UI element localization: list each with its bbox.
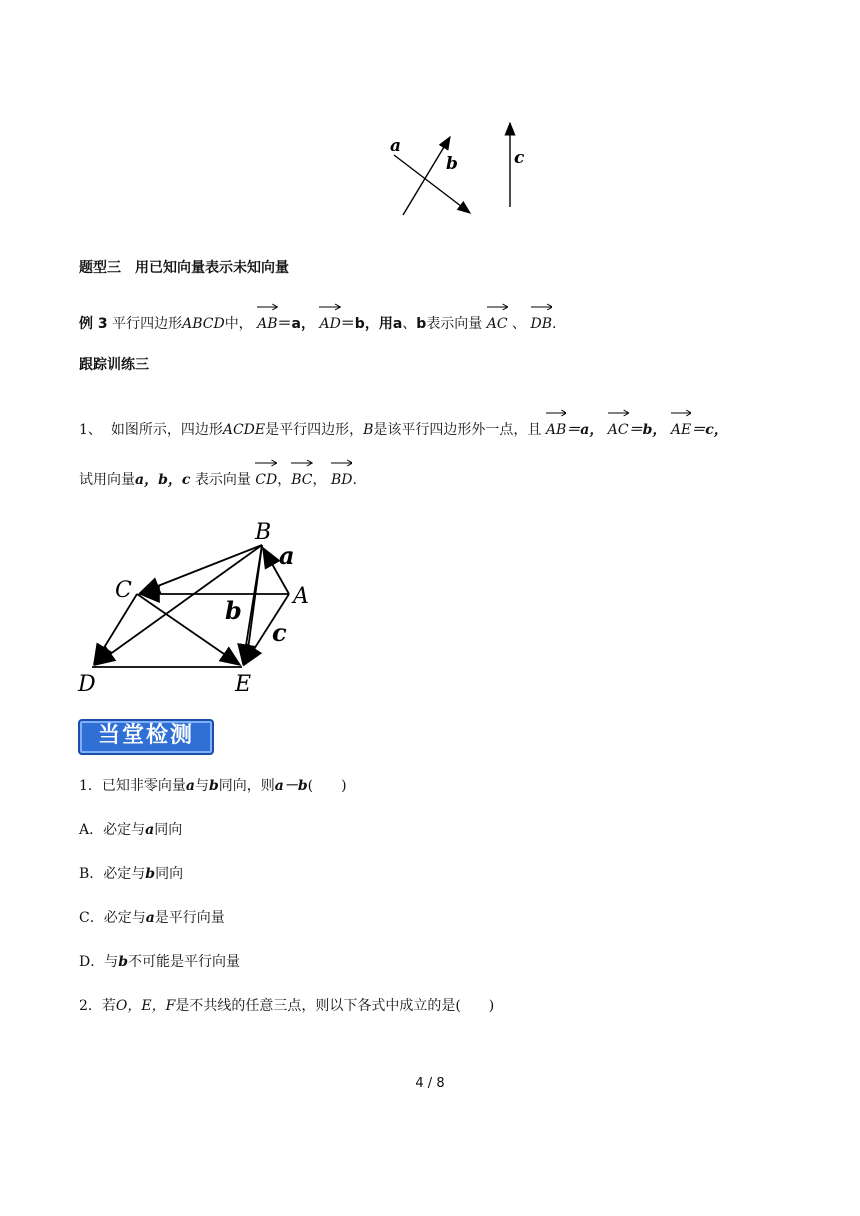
- track-q1-line1: [79, 420, 728, 440]
- question-comma: ，: [277, 472, 292, 488]
- q2-points: O，E，F: [115, 998, 176, 1014]
- vector-a-label: a: [390, 136, 402, 156]
- question-text: 如图所示，四边形: [110, 422, 223, 438]
- vector-a-line: [394, 155, 470, 213]
- option-d[interactable]: [79, 952, 240, 972]
- vector-bc: [291, 470, 312, 490]
- tracking-title: 跟踪训练三: [79, 357, 149, 373]
- point-b-label: B: [255, 520, 272, 545]
- question-vars: a，b，c: [135, 472, 191, 488]
- edge-be2: [246, 545, 262, 664]
- question-end: .: [352, 472, 357, 488]
- vector-db-text: DB: [530, 316, 553, 332]
- option-text: D．与: [79, 954, 119, 970]
- example-sep: 、: [512, 316, 527, 332]
- vector-bd-text: BD: [330, 472, 353, 488]
- vector-ac-text: AC: [607, 422, 629, 438]
- option-var: b: [145, 866, 156, 882]
- q1-paren: ( ): [307, 778, 347, 794]
- question-acde: ACDE: [222, 422, 266, 438]
- vector-c-label: c: [514, 148, 525, 168]
- question-text: 是平行四边形，: [265, 422, 364, 438]
- example-sep: 、: [402, 316, 417, 332]
- example-end: .: [552, 316, 557, 332]
- option-var: b: [118, 954, 129, 970]
- option-text: A．必定与: [79, 822, 146, 838]
- q2-text: 2．若: [79, 998, 116, 1014]
- vector-ab: [257, 314, 277, 334]
- q1-var: b: [209, 778, 219, 794]
- option-text: 同向: [154, 822, 183, 838]
- example-eq: ＝a，: [277, 316, 315, 332]
- question-1: [79, 776, 347, 796]
- option-text: B．必定与: [79, 866, 146, 882]
- option-var: a: [145, 822, 155, 838]
- q1-text: 1．已知非零向量: [79, 778, 186, 794]
- option-b[interactable]: [79, 864, 183, 884]
- example-eq: ＝b，用: [340, 316, 393, 332]
- vector-ad: [319, 314, 340, 334]
- question-comma: ，: [312, 472, 327, 488]
- vector-ab: [546, 420, 566, 440]
- example-abcd: ABCD: [182, 316, 225, 332]
- example-text: 平行四边形: [112, 316, 183, 332]
- point-d-label: D: [78, 672, 96, 697]
- vector-ac: [608, 420, 629, 440]
- vector-ac: [487, 314, 508, 334]
- question-number: 1、: [79, 422, 102, 438]
- vectors-abc-figure: [380, 115, 540, 225]
- q2-text: 是不共线的任意三点，则以下各式中成立的是( ): [175, 998, 495, 1014]
- vector-cd-text: CD: [255, 472, 278, 488]
- option-text: 同向: [155, 866, 184, 882]
- question-eq: ＝b，: [628, 422, 667, 438]
- example-label: 例 3: [79, 316, 108, 332]
- question-text: 是该平行四边形外一点，且: [373, 422, 542, 438]
- vector-db: [531, 314, 553, 334]
- check-badge: 当堂检测: [78, 719, 214, 755]
- page-number: 4 / 8: [415, 1076, 445, 1091]
- option-c[interactable]: [79, 908, 225, 928]
- question-text: 表示向量: [194, 472, 251, 488]
- example-var: b: [416, 316, 427, 332]
- example-text: 表示向量: [426, 316, 483, 332]
- question-eq: ＝c，: [691, 422, 728, 438]
- example-var: a: [392, 316, 403, 332]
- option-text: 是平行向量: [154, 910, 225, 926]
- vector-ae: [671, 420, 691, 440]
- option-text: C．必定与: [79, 910, 146, 926]
- vector-c-label: c: [272, 618, 287, 647]
- point-c-label: C: [115, 578, 132, 603]
- parallelogram-figure: [70, 515, 330, 700]
- vector-bc-text: BC: [291, 472, 313, 488]
- q1-text: 同向，则: [218, 778, 275, 794]
- point-a-label: A: [293, 584, 309, 609]
- vector-ab-text: AB: [257, 316, 278, 332]
- example-text: 中，: [224, 316, 253, 332]
- question-eq: ＝a，: [566, 422, 604, 438]
- vector-ac-text: AC: [486, 316, 508, 332]
- edge-cd: [94, 594, 137, 664]
- track-q1-line2: [79, 470, 357, 490]
- vector-b-label: b: [225, 596, 242, 625]
- point-e-label: E: [235, 672, 252, 697]
- vector-cd: [255, 470, 277, 490]
- example-3: [79, 314, 556, 334]
- vector-ad-text: AD: [319, 316, 341, 332]
- vector-b-label: b: [446, 154, 458, 174]
- vector-bd: [331, 470, 353, 490]
- option-var: a: [145, 910, 155, 926]
- question-2: [79, 996, 494, 1016]
- question-text: 试用向量: [79, 472, 135, 488]
- q1-text: 与: [195, 778, 209, 794]
- q1-expr: a－b: [274, 778, 308, 794]
- edge-bc: [140, 545, 262, 593]
- vector-b-line: [403, 137, 450, 215]
- option-text: 不可能是平行向量: [128, 954, 241, 970]
- vector-a-label: a: [279, 541, 295, 570]
- vector-ab-text: AB: [545, 422, 567, 438]
- section-title: 题型三 用已知向量表示未知向量: [79, 260, 289, 276]
- question-point-b: B: [363, 422, 374, 438]
- option-a[interactable]: [79, 820, 182, 840]
- vector-ae-text: AE: [670, 422, 692, 438]
- q1-var: a: [185, 778, 195, 794]
